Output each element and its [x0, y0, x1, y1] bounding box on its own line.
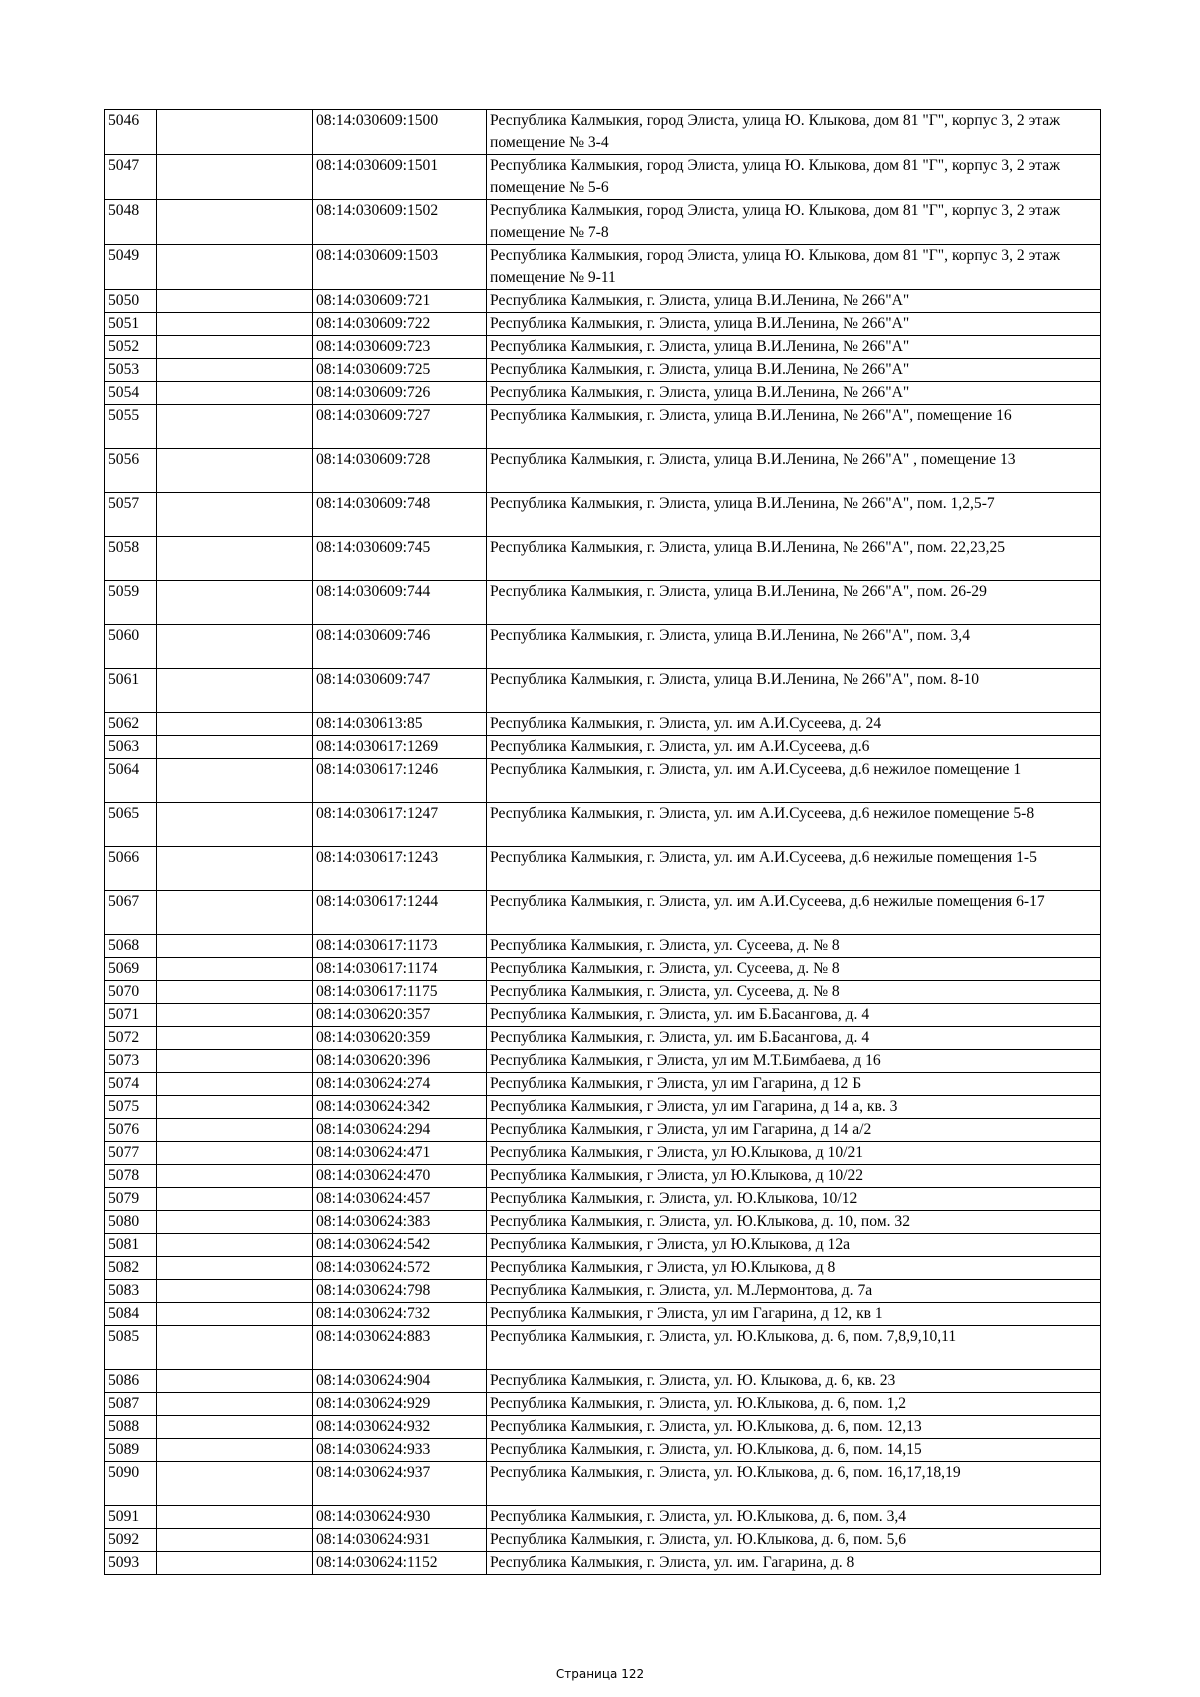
empty-cell: [157, 1416, 313, 1439]
empty-cell: [157, 981, 313, 1004]
cadastral-number-cell: 08:14:030624:457: [313, 1188, 487, 1211]
property-table: [104, 109, 1101, 1575]
address-cell: Республика Калмыкия, г. Элиста, ул. Ю.Клыкова, д. 6, пом. 3,4: [487, 1506, 1101, 1529]
cadastral-number-cell: 08:14:030624:798: [313, 1280, 487, 1303]
row-number-cell: 5070: [105, 981, 157, 1004]
table-row: [105, 359, 1101, 382]
row-number-cell: 5072: [105, 1027, 157, 1050]
address-cell: Республика Калмыкия, г. Элиста, ул. им А.И.Сусеева, д.6: [487, 736, 1101, 759]
address-cell: Республика Калмыкия, г. Элиста, улица В.И.Ленина, № 266"А": [487, 336, 1101, 359]
empty-cell: [157, 1234, 313, 1257]
table-row: [105, 1073, 1101, 1096]
cadastral-number-cell: 08:14:030624:572: [313, 1257, 487, 1280]
row-number-cell: 5081: [105, 1234, 157, 1257]
address-cell: Республика Калмыкия, город Элиста, улица Ю. Клыкова, дом 81 "Г", корпус 3, 2 этаж помещение № 9-11: [487, 245, 1101, 290]
table-row: [105, 625, 1101, 669]
cadastral-number-cell: 08:14:030624:932: [313, 1416, 487, 1439]
empty-cell: [157, 359, 313, 382]
address-cell: Республика Калмыкия, г. Элиста, улица В.И.Ленина, № 266"А" , помещение 13: [487, 449, 1101, 493]
row-number-cell: 5085: [105, 1326, 157, 1370]
table-row: [105, 537, 1101, 581]
row-number-cell: 5068: [105, 935, 157, 958]
table-row: [105, 449, 1101, 493]
table-row: [105, 669, 1101, 713]
address-cell: Республика Калмыкия, г. Элиста, улица В.И.Ленина, № 266"А": [487, 359, 1101, 382]
cadastral-number-cell: 08:14:030624:732: [313, 1303, 487, 1326]
row-number-cell: 5088: [105, 1416, 157, 1439]
cadastral-number-cell: 08:14:030624:1152: [313, 1552, 487, 1575]
address-cell: Республика Калмыкия, г Элиста, ул им М.Т.Бимбаева, д 16: [487, 1050, 1101, 1073]
cadastral-number-cell: 08:14:030624:929: [313, 1393, 487, 1416]
cadastral-number-cell: 08:14:030609:723: [313, 336, 487, 359]
table-row: [105, 405, 1101, 449]
table-row: [105, 155, 1101, 200]
page-number: Страница 122: [555, 1667, 645, 1681]
empty-cell: [157, 1142, 313, 1165]
address-cell: Республика Калмыкия, г. Элиста, ул. им А.И.Сусеева, д.6 нежилое помещение 5-8: [487, 803, 1101, 847]
table-row: [105, 1027, 1101, 1050]
row-number-cell: 5056: [105, 449, 157, 493]
row-number-cell: 5048: [105, 200, 157, 245]
table-row: [105, 736, 1101, 759]
table-row: [105, 382, 1101, 405]
empty-cell: [157, 958, 313, 981]
row-number-cell: 5067: [105, 891, 157, 935]
row-number-cell: 5080: [105, 1211, 157, 1234]
empty-cell: [157, 891, 313, 935]
address-cell: Республика Калмыкия, г. Элиста, улица В.И.Ленина, № 266"А": [487, 313, 1101, 336]
row-number-cell: 5076: [105, 1119, 157, 1142]
cadastral-number-cell: 08:14:030609:746: [313, 625, 487, 669]
empty-cell: [157, 625, 313, 669]
address-cell: Республика Калмыкия, г Элиста, ул им Гагарина, д 14 а/2: [487, 1119, 1101, 1142]
cadastral-number-cell: 08:14:030609:747: [313, 669, 487, 713]
address-cell: Республика Калмыкия, г. Элиста, улица В.И.Ленина, № 266"А", пом. 8-10: [487, 669, 1101, 713]
empty-cell: [157, 1326, 313, 1370]
empty-cell: [157, 1188, 313, 1211]
row-number-cell: 5062: [105, 713, 157, 736]
table-row: [105, 1211, 1101, 1234]
empty-cell: [157, 1506, 313, 1529]
table-row: [105, 981, 1101, 1004]
row-number-cell: 5090: [105, 1462, 157, 1506]
row-number-cell: 5079: [105, 1188, 157, 1211]
row-number-cell: 5051: [105, 313, 157, 336]
empty-cell: [157, 245, 313, 290]
table-row: [105, 1004, 1101, 1027]
empty-cell: [157, 336, 313, 359]
table-row: [105, 958, 1101, 981]
empty-cell: [157, 935, 313, 958]
row-number-cell: 5064: [105, 759, 157, 803]
address-cell: Республика Калмыкия, г. Элиста, ул. Ю.Клыкова, д. 6, пом. 7,8,9,10,11: [487, 1326, 1101, 1370]
empty-cell: [157, 1439, 313, 1462]
cadastral-number-cell: 08:14:030617:1247: [313, 803, 487, 847]
address-cell: Республика Калмыкия, г. Элиста, ул. Ю.Клыкова, д. 6, пом. 16,17,18,19: [487, 1462, 1101, 1506]
row-number-cell: 5084: [105, 1303, 157, 1326]
address-cell: Республика Калмыкия, г Элиста, ул им Гагарина, д 12 Б: [487, 1073, 1101, 1096]
row-number-cell: 5063: [105, 736, 157, 759]
empty-cell: [157, 405, 313, 449]
table-row: [105, 935, 1101, 958]
table-row: [105, 1142, 1101, 1165]
cadastral-number-cell: 08:14:030609:1502: [313, 200, 487, 245]
row-number-cell: 5091: [105, 1506, 157, 1529]
address-cell: Республика Калмыкия, город Элиста, улица Ю. Клыкова, дом 81 "Г", корпус 3, 2 этаж помещение № 5-6: [487, 155, 1101, 200]
row-number-cell: 5083: [105, 1280, 157, 1303]
row-number-cell: 5057: [105, 493, 157, 537]
table-row: [105, 1439, 1101, 1462]
table-row: [105, 493, 1101, 537]
table-row: [105, 1165, 1101, 1188]
empty-cell: [157, 1280, 313, 1303]
table-row: [105, 313, 1101, 336]
cadastral-number-cell: 08:14:030609:725: [313, 359, 487, 382]
row-number-cell: 5052: [105, 336, 157, 359]
address-cell: Республика Калмыкия, г. Элиста, ул. М.Лермонтова, д. 7а: [487, 1280, 1101, 1303]
row-number-cell: 5093: [105, 1552, 157, 1575]
cadastral-number-cell: 08:14:030617:1246: [313, 759, 487, 803]
empty-cell: [157, 449, 313, 493]
table-row: [105, 803, 1101, 847]
row-number-cell: 5087: [105, 1393, 157, 1416]
empty-cell: [157, 1552, 313, 1575]
table-row: [105, 245, 1101, 290]
table-row: [105, 1370, 1101, 1393]
cadastral-number-cell: 08:14:030609:722: [313, 313, 487, 336]
empty-cell: [157, 803, 313, 847]
row-number-cell: 5082: [105, 1257, 157, 1280]
empty-cell: [157, 1370, 313, 1393]
address-cell: Республика Калмыкия, г. Элиста, ул. Ю.Клыкова, д. 10, пом. 32: [487, 1211, 1101, 1234]
cadastral-number-cell: 08:14:030624:294: [313, 1119, 487, 1142]
table-row: [105, 1529, 1101, 1552]
cadastral-number-cell: 08:14:030624:274: [313, 1073, 487, 1096]
address-cell: Республика Калмыкия, г. Элиста, улица В.И.Ленина, № 266"А", помещение 16: [487, 405, 1101, 449]
address-cell: Республика Калмыкия, г Элиста, ул Ю.Клыкова, д 10/21: [487, 1142, 1101, 1165]
empty-cell: [157, 537, 313, 581]
row-number-cell: 5078: [105, 1165, 157, 1188]
cadastral-number-cell: 08:14:030609:1501: [313, 155, 487, 200]
table-row: [105, 110, 1101, 155]
address-cell: Республика Калмыкия, г. Элиста, улица В.И.Ленина, № 266"А": [487, 290, 1101, 313]
row-number-cell: 5074: [105, 1073, 157, 1096]
address-cell: Республика Калмыкия, г Элиста, ул Ю.Клыкова, д 8: [487, 1257, 1101, 1280]
empty-cell: [157, 847, 313, 891]
row-number-cell: 5046: [105, 110, 157, 155]
table-row: [105, 847, 1101, 891]
table-row: [105, 759, 1101, 803]
table-row: [105, 200, 1101, 245]
empty-cell: [157, 581, 313, 625]
cadastral-number-cell: 08:14:030624:937: [313, 1462, 487, 1506]
empty-cell: [157, 1073, 313, 1096]
row-number-cell: 5069: [105, 958, 157, 981]
empty-cell: [157, 1462, 313, 1506]
cadastral-number-cell: 08:14:030617:1244: [313, 891, 487, 935]
address-cell: Республика Калмыкия, г. Элиста, улица В.И.Ленина, № 266"А", пом. 22,23,25: [487, 537, 1101, 581]
cadastral-number-cell: 08:14:030624:470: [313, 1165, 487, 1188]
row-number-cell: 5086: [105, 1370, 157, 1393]
empty-cell: [157, 382, 313, 405]
cadastral-number-cell: 08:14:030620:357: [313, 1004, 487, 1027]
empty-cell: [157, 1119, 313, 1142]
table-row: [105, 290, 1101, 313]
table-row: [105, 336, 1101, 359]
empty-cell: [157, 1050, 313, 1073]
address-cell: Республика Калмыкия, г Элиста, ул Ю.Клыкова, д 12а: [487, 1234, 1101, 1257]
empty-cell: [157, 1211, 313, 1234]
address-cell: Республика Калмыкия, г. Элиста, ул. Сусеева, д. № 8: [487, 958, 1101, 981]
cadastral-number-cell: 08:14:030609:1500: [313, 110, 487, 155]
address-cell: Республика Калмыкия, г. Элиста, ул. Ю.Клыкова, д. 6, пом. 1,2: [487, 1393, 1101, 1416]
address-cell: Республика Калмыкия, г. Элиста, ул. Ю.Клыкова, 10/12: [487, 1188, 1101, 1211]
row-number-cell: 5065: [105, 803, 157, 847]
cadastral-number-cell: 08:14:030624:342: [313, 1096, 487, 1119]
table-body: [105, 110, 1101, 1575]
cadastral-number-cell: 08:14:030609:744: [313, 581, 487, 625]
cadastral-number-cell: 08:14:030624:542: [313, 1234, 487, 1257]
cadastral-number-cell: 08:14:030624:383: [313, 1211, 487, 1234]
cadastral-number-cell: 08:14:030624:930: [313, 1506, 487, 1529]
row-number-cell: 5073: [105, 1050, 157, 1073]
table-row: [105, 1393, 1101, 1416]
cadastral-number-cell: 08:14:030617:1174: [313, 958, 487, 981]
empty-cell: [157, 1303, 313, 1326]
address-cell: Республика Калмыкия, г. Элиста, ул. Ю.Клыкова, д. 6, пом. 5,6: [487, 1529, 1101, 1552]
cadastral-number-cell: 08:14:030617:1269: [313, 736, 487, 759]
row-number-cell: 5066: [105, 847, 157, 891]
empty-cell: [157, 1096, 313, 1119]
empty-cell: [157, 313, 313, 336]
address-cell: Республика Калмыкия, г. Элиста, ул. им А.И.Сусеева, д.6 нежилое помещение 1: [487, 759, 1101, 803]
address-cell: Республика Калмыкия, г. Элиста, ул. им А.И.Сусеева, д.6 нежилые помещения 1-5: [487, 847, 1101, 891]
address-cell: Республика Калмыкия, г. Элиста, ул. Сусеева, д. № 8: [487, 981, 1101, 1004]
table-row: [105, 1096, 1101, 1119]
table-row: [105, 1506, 1101, 1529]
cadastral-number-cell: 08:14:030617:1243: [313, 847, 487, 891]
row-number-cell: 5049: [105, 245, 157, 290]
empty-cell: [157, 1027, 313, 1050]
empty-cell: [157, 1004, 313, 1027]
empty-cell: [157, 1393, 313, 1416]
row-number-cell: 5077: [105, 1142, 157, 1165]
table-row: [105, 1280, 1101, 1303]
address-cell: Республика Калмыкия, г. Элиста, ул. Сусеева, д. № 8: [487, 935, 1101, 958]
row-number-cell: 5055: [105, 405, 157, 449]
cadastral-number-cell: 08:14:030609:748: [313, 493, 487, 537]
address-cell: Республика Калмыкия, г. Элиста, ул. им Б.Басангова, д. 4: [487, 1027, 1101, 1050]
row-number-cell: 5060: [105, 625, 157, 669]
row-number-cell: 5092: [105, 1529, 157, 1552]
table-row: [105, 713, 1101, 736]
row-number-cell: 5071: [105, 1004, 157, 1027]
empty-cell: [157, 290, 313, 313]
address-cell: Республика Калмыкия, город Элиста, улица Ю. Клыкова, дом 81 "Г", корпус 3, 2 этаж помещение № 7-8: [487, 200, 1101, 245]
address-cell: Республика Калмыкия, г. Элиста, улица В.И.Ленина, № 266"А", пом. 26-29: [487, 581, 1101, 625]
address-cell: Республика Калмыкия, г Элиста, ул им Гагарина, д 12, кв 1: [487, 1303, 1101, 1326]
cadastral-number-cell: 08:14:030609:726: [313, 382, 487, 405]
table-row: [105, 1234, 1101, 1257]
row-number-cell: 5058: [105, 537, 157, 581]
address-cell: Республика Калмыкия, г Элиста, ул Ю.Клыкова, д 10/22: [487, 1165, 1101, 1188]
row-number-cell: 5054: [105, 382, 157, 405]
table-row: [105, 1552, 1101, 1575]
empty-cell: [157, 669, 313, 713]
row-number-cell: 5050: [105, 290, 157, 313]
empty-cell: [157, 1529, 313, 1552]
table-row: [105, 1326, 1101, 1370]
cadastral-number-cell: 08:14:030620:359: [313, 1027, 487, 1050]
cadastral-number-cell: 08:14:030609:728: [313, 449, 487, 493]
row-number-cell: 5061: [105, 669, 157, 713]
table-row: [105, 1257, 1101, 1280]
row-number-cell: 5075: [105, 1096, 157, 1119]
cadastral-number-cell: 08:14:030609:745: [313, 537, 487, 581]
cadastral-number-cell: 08:14:030624:904: [313, 1370, 487, 1393]
table-row: [105, 1462, 1101, 1506]
table-row: [105, 1416, 1101, 1439]
cadastral-number-cell: 08:14:030624:931: [313, 1529, 487, 1552]
cadastral-number-cell: 08:14:030613:85: [313, 713, 487, 736]
table-row: [105, 1188, 1101, 1211]
address-cell: Республика Калмыкия, г. Элиста, улица В.И.Ленина, № 266"А": [487, 382, 1101, 405]
address-cell: Республика Калмыкия, г. Элиста, ул. Ю.Клыкова, д. 6, пом. 12,13: [487, 1416, 1101, 1439]
address-cell: Республика Калмыкия, город Элиста, улица Ю. Клыкова, дом 81 "Г", корпус 3, 2 этаж помещение № 3-4: [487, 110, 1101, 155]
address-cell: Республика Калмыкия, г. Элиста, ул. им А.И.Сусеева, д.6 нежилые помещения 6-17: [487, 891, 1101, 935]
cadastral-number-cell: 08:14:030624:883: [313, 1326, 487, 1370]
address-cell: Республика Калмыкия, г Элиста, ул им Гагарина, д 14 а, кв. 3: [487, 1096, 1101, 1119]
row-number-cell: 5059: [105, 581, 157, 625]
row-number-cell: 5053: [105, 359, 157, 382]
row-number-cell: 5089: [105, 1439, 157, 1462]
empty-cell: [157, 110, 313, 155]
empty-cell: [157, 155, 313, 200]
empty-cell: [157, 200, 313, 245]
table-row: [105, 1119, 1101, 1142]
row-number-cell: 5047: [105, 155, 157, 200]
cadastral-number-cell: 08:14:030609:727: [313, 405, 487, 449]
table-row: [105, 1303, 1101, 1326]
table-row: [105, 891, 1101, 935]
cadastral-number-cell: 08:14:030617:1175: [313, 981, 487, 1004]
cadastral-number-cell: 08:14:030620:396: [313, 1050, 487, 1073]
empty-cell: [157, 759, 313, 803]
cadastral-number-cell: 08:14:030624:471: [313, 1142, 487, 1165]
address-cell: Республика Калмыкия, г. Элиста, ул. им Б.Басангова, д. 4: [487, 1004, 1101, 1027]
address-cell: Республика Калмыкия, г. Элиста, улица В.И.Ленина, № 266"А", пом. 3,4: [487, 625, 1101, 669]
empty-cell: [157, 1165, 313, 1188]
address-cell: Республика Калмыкия, г. Элиста, ул. им. Гагарина, д. 8: [487, 1552, 1101, 1575]
address-cell: Республика Калмыкия, г. Элиста, ул. Ю.Клыкова, д. 6, пом. 14,15: [487, 1439, 1101, 1462]
cadastral-number-cell: 08:14:030609:1503: [313, 245, 487, 290]
cadastral-number-cell: 08:14:030617:1173: [313, 935, 487, 958]
address-cell: Республика Калмыкия, г. Элиста, ул. им А.И.Сусеева, д. 24: [487, 713, 1101, 736]
empty-cell: [157, 493, 313, 537]
empty-cell: [157, 1257, 313, 1280]
address-cell: Республика Калмыкия, г. Элиста, улица В.И.Ленина, № 266"А", пом. 1,2,5-7: [487, 493, 1101, 537]
table-row: [105, 1050, 1101, 1073]
cadastral-number-cell: 08:14:030624:933: [313, 1439, 487, 1462]
table-row: [105, 581, 1101, 625]
cadastral-number-cell: 08:14:030609:721: [313, 290, 487, 313]
empty-cell: [157, 713, 313, 736]
address-cell: Республика Калмыкия, г. Элиста, ул. Ю. Клыкова, д. 6, кв. 23: [487, 1370, 1101, 1393]
empty-cell: [157, 736, 313, 759]
